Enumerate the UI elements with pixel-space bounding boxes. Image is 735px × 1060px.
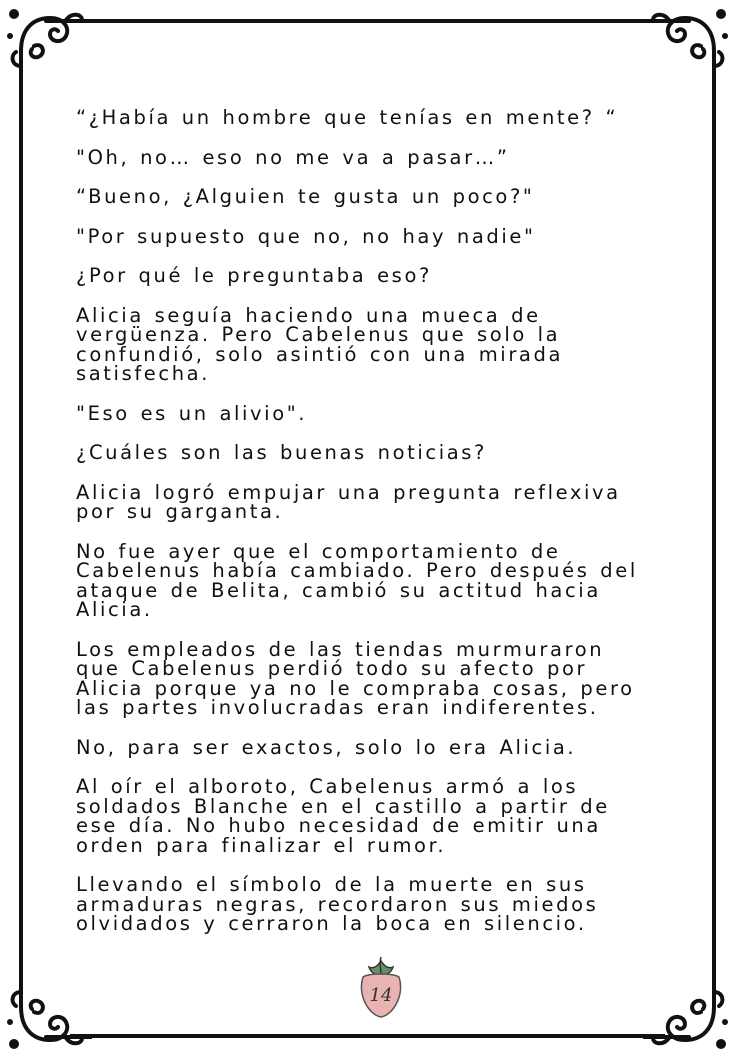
paragraph: “¿Había un hombre que tenías en mente? “ — [76, 106, 619, 129]
paragraph: "Por supuesto que no, no hay nadie" — [76, 224, 536, 248]
page-number: 14 — [369, 985, 393, 1006]
paragraph: ¿Por qué le preguntaba eso? — [76, 264, 432, 287]
flourish-corner-icon — [6, 6, 92, 92]
paragraph: “Bueno, ¿Alguien te gusta un poco?" — [76, 185, 535, 208]
paragraph: ¿Cuáles son las buenas noticias? — [76, 441, 487, 464]
paragraph: "Oh, no… eso no me va a pasar…” — [76, 145, 510, 169]
flourish-corner-icon — [6, 966, 92, 1052]
flourish-corner-icon — [643, 6, 729, 92]
paragraph: "Eso es un alivio". — [76, 401, 308, 425]
page-text — [76, 108, 665, 954]
frame-border-bottom — [70, 1034, 665, 1038]
paragraph: Llevando el símbolo de la muerte en sus armaduras negras, recordaron sus miedos olvidados y cerraron la boca en silencio. — [76, 873, 599, 935]
paragraph: Alicia seguía haciendo una mueca de vergüenza. Pero Cabelenus que solo la confundió, solo asintió con una mirada satisfecha. — [76, 303, 564, 385]
paragraph: No fue ayer que el comportamiento de Cabelenus había cambiado. Pero después del ataque de Belita, cambió su actitud hacia Alicia. — [76, 539, 638, 621]
paragraph: Al oír el alboroto, Cabelenus armó a los soldados Blanche en el castillo a partir de ese día. No hubo necesidad de emitir una orden para finalizar el rumor. — [76, 775, 610, 857]
flourish-corner-icon — [643, 966, 729, 1052]
paragraph: No, para ser exactos, solo lo era Alicia. — [76, 735, 577, 759]
paragraph: Los empleados de las tiendas murmuraron que Cabelenus perdió todo su afecto por Alicia porque ya no le compraba cosas, pero las partes involucradas eran indiferentes. — [76, 637, 635, 719]
frame-border-top — [70, 19, 665, 23]
frame-border-left — [19, 80, 23, 980]
paragraph: Alicia logró empujar una pregunta reflexiva por su garganta. — [76, 480, 621, 523]
frame-border-right — [712, 80, 716, 980]
page-number-badge — [355, 955, 407, 1019]
